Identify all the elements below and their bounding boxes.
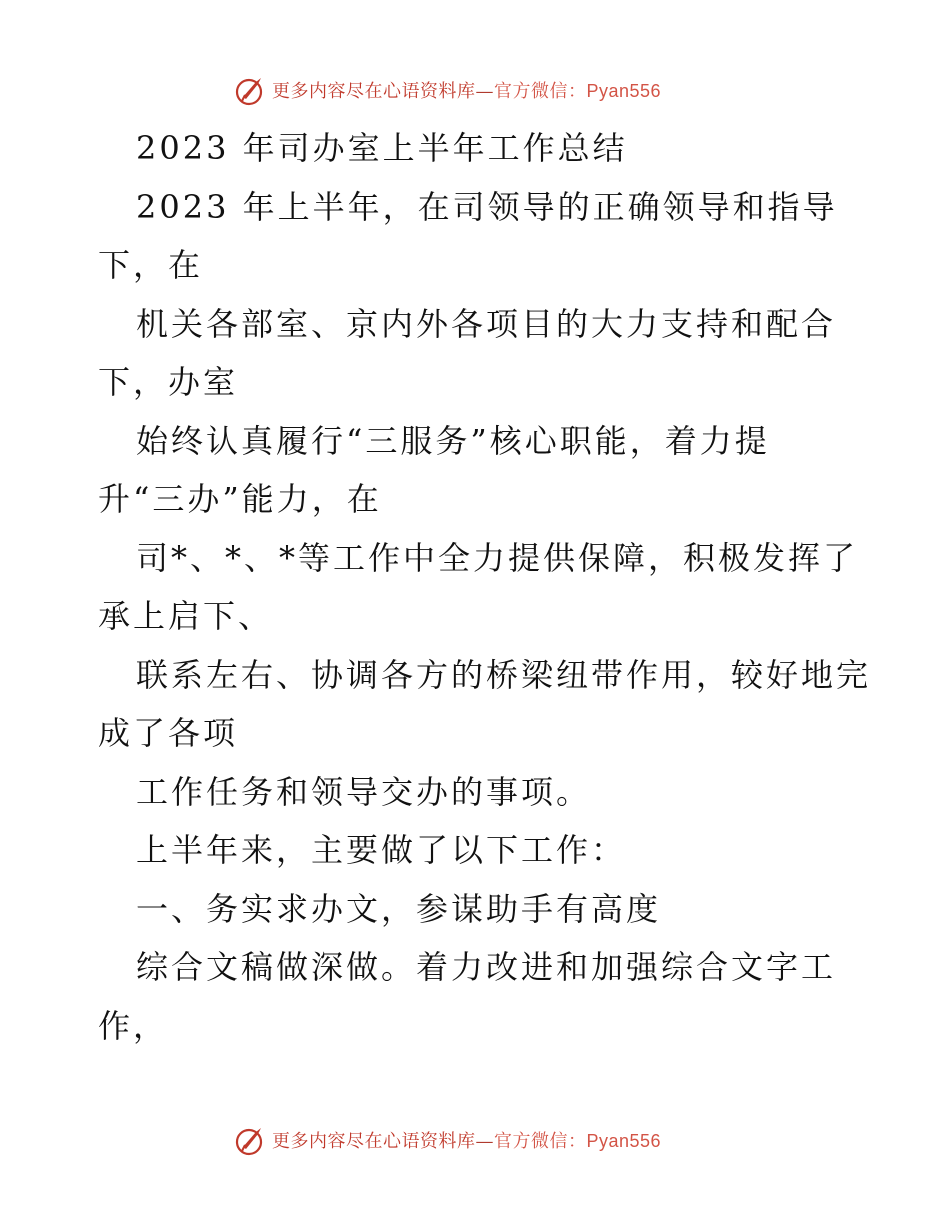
text-line: 2023 年上半年，在司领导的正确领导和指导	[136, 187, 838, 226]
text-line: 下，在	[98, 246, 204, 284]
quill-pen-logo-icon	[234, 73, 268, 107]
footer-watermark	[234, 1122, 714, 1158]
watermark-separator: —	[475, 1131, 494, 1152]
text-line: 始终认真履行“三服务”核心职能，着力提	[136, 421, 770, 460]
text-line: 联系左右、协调各方的桥梁纽带作用，较好地完	[136, 655, 872, 694]
quill-pen-logo-icon	[234, 1123, 268, 1157]
text-line: 司*、*、*等工作中全力提供保障，积极发挥了	[136, 538, 859, 577]
text-line: 上半年来，主要做了以下工作：	[136, 831, 627, 869]
text-line: 综合文稿做深做。着力改进和加强综合文字工	[136, 948, 837, 986]
text-line: 承上启下、	[98, 597, 274, 635]
text-line: 工作任务和领导交办的事项。	[136, 772, 592, 811]
text-line: 机关各部室、京内外各项目的大力支持和配合	[136, 304, 837, 343]
watermark-wechat: 官方微信：Pyan556	[494, 81, 662, 101]
document-body	[98, 119, 898, 1055]
text-line: 下，办室	[98, 363, 239, 401]
header-watermark	[234, 72, 714, 108]
text-line: 一、务实求办文，参谋助手有高度	[136, 889, 662, 928]
watermark-brand: 更多内容尽在心语资料库	[272, 1131, 476, 1152]
watermark-brand: 更多内容尽在心语资料库	[272, 81, 476, 102]
document-title: 2023 年司办室上半年工作总结	[136, 129, 628, 167]
watermark-text	[272, 1127, 661, 1153]
text-line: 作，	[98, 1006, 169, 1045]
watermark-text	[272, 77, 661, 103]
watermark-wechat: 官方微信：Pyan556	[494, 1131, 662, 1151]
text-line: 升“三办”能力，在	[98, 480, 382, 518]
watermark-separator: —	[475, 81, 494, 102]
text-line: 成了各项	[98, 714, 239, 752]
